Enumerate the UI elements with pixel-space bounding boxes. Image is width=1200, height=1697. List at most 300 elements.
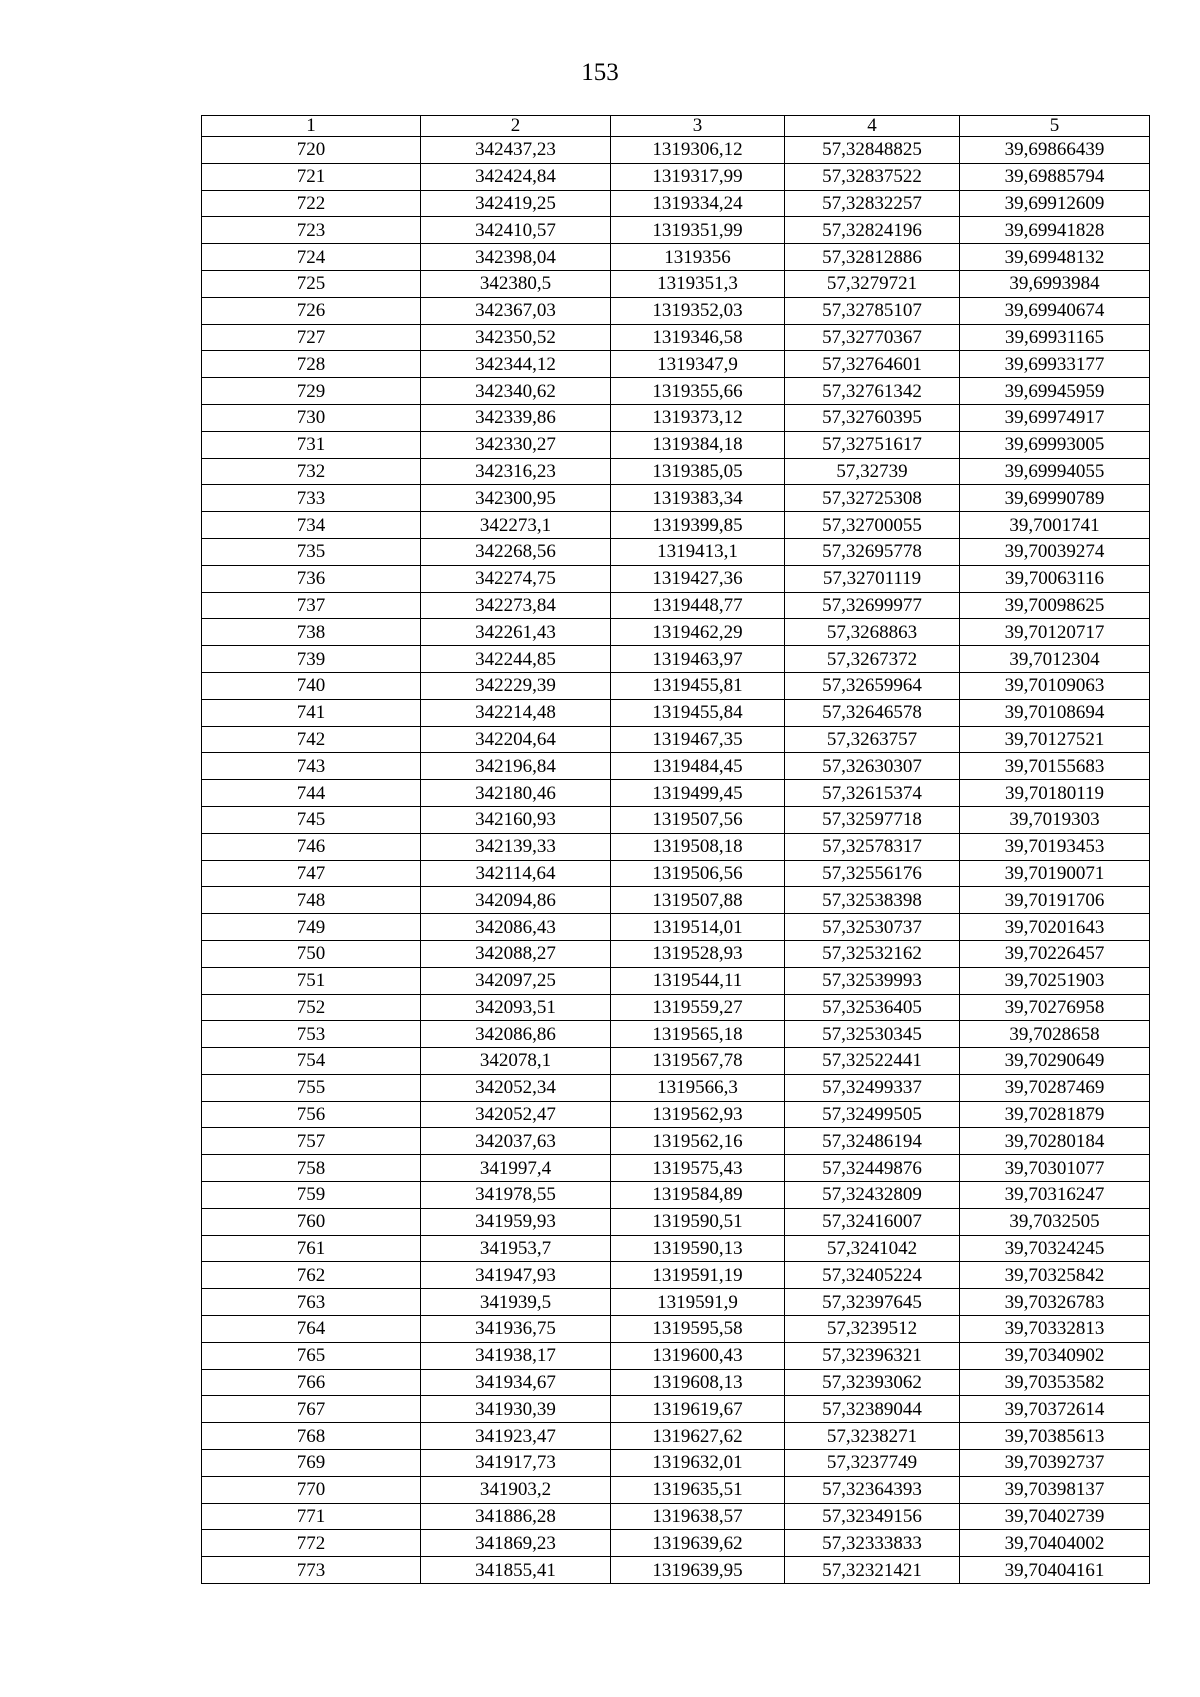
x-coordinate-cell: 342419,25 [421, 190, 611, 217]
longitude-cell: 39,69866439 [960, 137, 1150, 164]
x-coordinate-cell: 342086,86 [421, 1021, 611, 1048]
x-coordinate-cell: 342244,85 [421, 646, 611, 673]
longitude-cell: 39,70109063 [960, 672, 1150, 699]
x-coordinate-cell: 342088,27 [421, 940, 611, 967]
table-row [202, 1262, 1150, 1289]
y-coordinate-cell: 1319544,11 [611, 967, 785, 994]
x-coordinate-cell: 342078,1 [421, 1048, 611, 1075]
table-row [202, 619, 1150, 646]
x-coordinate-cell: 342229,39 [421, 672, 611, 699]
y-coordinate-cell: 1319448,77 [611, 592, 785, 619]
x-coordinate-cell: 341953,7 [421, 1235, 611, 1262]
longitude-cell: 39,70316247 [960, 1182, 1150, 1209]
longitude-cell: 39,69933177 [960, 351, 1150, 378]
point-number-cell: 773 [202, 1557, 421, 1584]
table-row [202, 565, 1150, 592]
point-number-cell: 765 [202, 1342, 421, 1369]
y-coordinate-cell: 1319639,95 [611, 1557, 785, 1584]
longitude-cell: 39,70404161 [960, 1557, 1150, 1584]
longitude-cell: 39,70120717 [960, 619, 1150, 646]
table-row [202, 1396, 1150, 1423]
y-coordinate-cell: 1319373,12 [611, 404, 785, 431]
x-coordinate-cell: 342093,51 [421, 994, 611, 1021]
table-row [202, 753, 1150, 780]
point-number-cell: 766 [202, 1369, 421, 1396]
longitude-cell: 39,7032505 [960, 1208, 1150, 1235]
x-coordinate-cell: 342274,75 [421, 565, 611, 592]
y-coordinate-cell: 1319600,43 [611, 1342, 785, 1369]
y-coordinate-cell: 1319499,45 [611, 780, 785, 807]
x-coordinate-cell: 341886,28 [421, 1503, 611, 1530]
table-row [202, 887, 1150, 914]
point-number-cell: 736 [202, 565, 421, 592]
latitude-cell: 57,32393062 [785, 1369, 960, 1396]
y-coordinate-cell: 1319484,45 [611, 753, 785, 780]
longitude-cell: 39,69941828 [960, 217, 1150, 244]
longitude-cell: 39,69993005 [960, 431, 1150, 458]
longitude-cell: 39,69990789 [960, 485, 1150, 512]
table-row [202, 967, 1150, 994]
column-header: 1 [202, 116, 421, 137]
x-coordinate-cell: 342052,47 [421, 1101, 611, 1128]
latitude-cell: 57,3239512 [785, 1316, 960, 1343]
table-row [202, 163, 1150, 190]
point-number-cell: 729 [202, 378, 421, 405]
table-row [202, 1021, 1150, 1048]
latitude-cell: 57,32848825 [785, 137, 960, 164]
latitude-cell: 57,32646578 [785, 699, 960, 726]
point-number-cell: 735 [202, 538, 421, 565]
longitude-cell: 39,7019303 [960, 806, 1150, 833]
x-coordinate-cell: 341978,55 [421, 1182, 611, 1209]
latitude-cell: 57,32837522 [785, 163, 960, 190]
y-coordinate-cell: 1319608,13 [611, 1369, 785, 1396]
x-coordinate-cell: 342261,43 [421, 619, 611, 646]
point-number-cell: 744 [202, 780, 421, 807]
x-coordinate-cell: 342344,12 [421, 351, 611, 378]
x-coordinate-cell: 341855,41 [421, 1557, 611, 1584]
latitude-cell: 57,32760395 [785, 404, 960, 431]
y-coordinate-cell: 1319562,93 [611, 1101, 785, 1128]
y-coordinate-cell: 1319595,58 [611, 1316, 785, 1343]
longitude-cell: 39,70385613 [960, 1423, 1150, 1450]
y-coordinate-cell: 1319635,51 [611, 1476, 785, 1503]
point-number-cell: 755 [202, 1074, 421, 1101]
point-number-cell: 763 [202, 1289, 421, 1316]
point-number-cell: 742 [202, 726, 421, 753]
longitude-cell: 39,70191706 [960, 887, 1150, 914]
longitude-cell: 39,70290649 [960, 1048, 1150, 1075]
latitude-cell: 57,32364393 [785, 1476, 960, 1503]
table-row [202, 1342, 1150, 1369]
table-row [202, 538, 1150, 565]
latitude-cell: 57,32824196 [785, 217, 960, 244]
point-number-cell: 752 [202, 994, 421, 1021]
point-number-cell: 739 [202, 646, 421, 673]
latitude-cell: 57,32333833 [785, 1530, 960, 1557]
longitude-cell: 39,70251903 [960, 967, 1150, 994]
x-coordinate-cell: 342037,63 [421, 1128, 611, 1155]
latitude-cell: 57,3238271 [785, 1423, 960, 1450]
latitude-cell: 57,32739 [785, 458, 960, 485]
x-coordinate-cell: 341997,4 [421, 1155, 611, 1182]
point-number-cell: 768 [202, 1423, 421, 1450]
table-row [202, 1557, 1150, 1584]
table-row [202, 592, 1150, 619]
latitude-cell: 57,32449876 [785, 1155, 960, 1182]
table-row [202, 297, 1150, 324]
x-coordinate-cell: 342424,84 [421, 163, 611, 190]
y-coordinate-cell: 1319528,93 [611, 940, 785, 967]
point-number-cell: 722 [202, 190, 421, 217]
y-coordinate-cell: 1319384,18 [611, 431, 785, 458]
table-row [202, 833, 1150, 860]
latitude-cell: 57,3279721 [785, 270, 960, 297]
table-row [202, 244, 1150, 271]
longitude-cell: 39,69940674 [960, 297, 1150, 324]
longitude-cell: 39,69945959 [960, 378, 1150, 405]
longitude-cell: 39,70063116 [960, 565, 1150, 592]
longitude-cell: 39,7001741 [960, 512, 1150, 539]
longitude-cell: 39,70180119 [960, 780, 1150, 807]
x-coordinate-cell: 342410,57 [421, 217, 611, 244]
point-number-cell: 771 [202, 1503, 421, 1530]
x-coordinate-cell: 341917,73 [421, 1450, 611, 1477]
y-coordinate-cell: 1319590,51 [611, 1208, 785, 1235]
x-coordinate-cell: 342097,25 [421, 967, 611, 994]
x-coordinate-cell: 342316,23 [421, 458, 611, 485]
y-coordinate-cell: 1319399,85 [611, 512, 785, 539]
longitude-cell: 39,69948132 [960, 244, 1150, 271]
latitude-cell: 57,32389044 [785, 1396, 960, 1423]
longitude-cell: 39,7028658 [960, 1021, 1150, 1048]
point-number-cell: 731 [202, 431, 421, 458]
point-number-cell: 738 [202, 619, 421, 646]
y-coordinate-cell: 1319334,24 [611, 190, 785, 217]
header-row [202, 116, 1150, 137]
x-coordinate-cell: 341930,39 [421, 1396, 611, 1423]
table-row [202, 699, 1150, 726]
point-number-cell: 748 [202, 887, 421, 914]
point-number-cell: 740 [202, 672, 421, 699]
y-coordinate-cell: 1319591,19 [611, 1262, 785, 1289]
y-coordinate-cell: 1319590,13 [611, 1235, 785, 1262]
table-row [202, 994, 1150, 1021]
longitude-cell: 39,70353582 [960, 1369, 1150, 1396]
table-row [202, 351, 1150, 378]
table-row [202, 512, 1150, 539]
point-number-cell: 759 [202, 1182, 421, 1209]
point-number-cell: 741 [202, 699, 421, 726]
point-number-cell: 767 [202, 1396, 421, 1423]
y-coordinate-cell: 1319632,01 [611, 1450, 785, 1477]
y-coordinate-cell: 1319562,16 [611, 1128, 785, 1155]
table-row [202, 378, 1150, 405]
point-number-cell: 733 [202, 485, 421, 512]
point-number-cell: 723 [202, 217, 421, 244]
point-number-cell: 730 [202, 404, 421, 431]
latitude-cell: 57,32396321 [785, 1342, 960, 1369]
y-coordinate-cell: 1319356 [611, 244, 785, 271]
point-number-cell: 747 [202, 860, 421, 887]
x-coordinate-cell: 342273,1 [421, 512, 611, 539]
longitude-cell: 39,70301077 [960, 1155, 1150, 1182]
y-coordinate-cell: 1319317,99 [611, 163, 785, 190]
latitude-cell: 57,32499505 [785, 1101, 960, 1128]
point-number-cell: 728 [202, 351, 421, 378]
longitude-cell: 39,70332813 [960, 1316, 1150, 1343]
x-coordinate-cell: 342204,64 [421, 726, 611, 753]
longitude-cell: 39,70281879 [960, 1101, 1150, 1128]
longitude-cell: 39,70326783 [960, 1289, 1150, 1316]
table-row [202, 404, 1150, 431]
latitude-cell: 57,32405224 [785, 1262, 960, 1289]
table-header [202, 116, 1150, 137]
y-coordinate-cell: 1319413,1 [611, 538, 785, 565]
latitude-cell: 57,32725308 [785, 485, 960, 512]
y-coordinate-cell: 1319566,3 [611, 1074, 785, 1101]
point-number-cell: 720 [202, 137, 421, 164]
y-coordinate-cell: 1319347,9 [611, 351, 785, 378]
table-row [202, 1128, 1150, 1155]
table-row [202, 1101, 1150, 1128]
latitude-cell: 57,32321421 [785, 1557, 960, 1584]
longitude-cell: 39,70398137 [960, 1476, 1150, 1503]
point-number-cell: 743 [202, 753, 421, 780]
table-row [202, 1074, 1150, 1101]
latitude-cell: 57,3237749 [785, 1450, 960, 1477]
point-number-cell: 732 [202, 458, 421, 485]
y-coordinate-cell: 1319627,62 [611, 1423, 785, 1450]
coordinates-table [201, 115, 1150, 1584]
table-row [202, 217, 1150, 244]
point-number-cell: 761 [202, 1235, 421, 1262]
longitude-cell: 39,70201643 [960, 914, 1150, 941]
point-number-cell: 737 [202, 592, 421, 619]
latitude-cell: 57,32597718 [785, 806, 960, 833]
latitude-cell: 57,32812886 [785, 244, 960, 271]
x-coordinate-cell: 341934,67 [421, 1369, 611, 1396]
table-row [202, 940, 1150, 967]
table-row [202, 1155, 1150, 1182]
y-coordinate-cell: 1319559,27 [611, 994, 785, 1021]
latitude-cell: 57,32770367 [785, 324, 960, 351]
table-row [202, 485, 1150, 512]
y-coordinate-cell: 1319383,34 [611, 485, 785, 512]
latitude-cell: 57,32659964 [785, 672, 960, 699]
x-coordinate-cell: 341939,5 [421, 1289, 611, 1316]
point-number-cell: 770 [202, 1476, 421, 1503]
column-header: 5 [960, 116, 1150, 137]
point-number-cell: 725 [202, 270, 421, 297]
x-coordinate-cell: 341959,93 [421, 1208, 611, 1235]
latitude-cell: 57,32630307 [785, 753, 960, 780]
y-coordinate-cell: 1319352,03 [611, 297, 785, 324]
longitude-cell: 39,70287469 [960, 1074, 1150, 1101]
x-coordinate-cell: 342330,27 [421, 431, 611, 458]
table-row [202, 1369, 1150, 1396]
longitude-cell: 39,69994055 [960, 458, 1150, 485]
latitude-cell: 57,3268863 [785, 619, 960, 646]
longitude-cell: 39,69974917 [960, 404, 1150, 431]
x-coordinate-cell: 342339,86 [421, 404, 611, 431]
latitude-cell: 57,32416007 [785, 1208, 960, 1235]
longitude-cell: 39,70340902 [960, 1342, 1150, 1369]
longitude-cell: 39,70098625 [960, 592, 1150, 619]
table-row [202, 1289, 1150, 1316]
y-coordinate-cell: 1319507,88 [611, 887, 785, 914]
table-body [202, 137, 1150, 1584]
latitude-cell: 57,32761342 [785, 378, 960, 405]
y-coordinate-cell: 1319427,36 [611, 565, 785, 592]
longitude-cell: 39,7012304 [960, 646, 1150, 673]
x-coordinate-cell: 342380,5 [421, 270, 611, 297]
point-number-cell: 726 [202, 297, 421, 324]
point-number-cell: 758 [202, 1155, 421, 1182]
x-coordinate-cell: 342350,52 [421, 324, 611, 351]
page-number: 153 [581, 59, 619, 86]
latitude-cell: 57,32751617 [785, 431, 960, 458]
table-row [202, 646, 1150, 673]
x-coordinate-cell: 342052,34 [421, 1074, 611, 1101]
x-coordinate-cell: 342196,84 [421, 753, 611, 780]
longitude-cell: 39,70280184 [960, 1128, 1150, 1155]
latitude-cell: 57,3241042 [785, 1235, 960, 1262]
point-number-cell: 760 [202, 1208, 421, 1235]
latitude-cell: 57,32785107 [785, 297, 960, 324]
y-coordinate-cell: 1319591,9 [611, 1289, 785, 1316]
latitude-cell: 57,3267372 [785, 646, 960, 673]
table-row [202, 672, 1150, 699]
y-coordinate-cell: 1319306,12 [611, 137, 785, 164]
longitude-cell: 39,69912609 [960, 190, 1150, 217]
x-coordinate-cell: 342268,56 [421, 538, 611, 565]
latitude-cell: 57,32578317 [785, 833, 960, 860]
latitude-cell: 57,32432809 [785, 1182, 960, 1209]
y-coordinate-cell: 1319619,67 [611, 1396, 785, 1423]
latitude-cell: 57,32397645 [785, 1289, 960, 1316]
table-row [202, 1476, 1150, 1503]
y-coordinate-cell: 1319462,29 [611, 619, 785, 646]
point-number-cell: 734 [202, 512, 421, 539]
longitude-cell: 39,69885794 [960, 163, 1150, 190]
latitude-cell: 57,32536405 [785, 994, 960, 1021]
latitude-cell: 57,32538398 [785, 887, 960, 914]
y-coordinate-cell: 1319638,57 [611, 1503, 785, 1530]
table-row [202, 780, 1150, 807]
x-coordinate-cell: 342094,86 [421, 887, 611, 914]
latitude-cell: 57,32556176 [785, 860, 960, 887]
x-coordinate-cell: 341923,47 [421, 1423, 611, 1450]
latitude-cell: 57,32701119 [785, 565, 960, 592]
y-coordinate-cell: 1319346,58 [611, 324, 785, 351]
longitude-cell: 39,70276958 [960, 994, 1150, 1021]
x-coordinate-cell: 342300,95 [421, 485, 611, 512]
x-coordinate-cell: 342139,33 [421, 833, 611, 860]
table-row [202, 137, 1150, 164]
table-row [202, 1208, 1150, 1235]
longitude-cell: 39,70190071 [960, 860, 1150, 887]
point-number-cell: 753 [202, 1021, 421, 1048]
table-row [202, 1048, 1150, 1075]
y-coordinate-cell: 1319639,62 [611, 1530, 785, 1557]
longitude-cell: 39,70155683 [960, 753, 1150, 780]
latitude-cell: 57,32539993 [785, 967, 960, 994]
point-number-cell: 769 [202, 1450, 421, 1477]
table-row [202, 1503, 1150, 1530]
longitude-cell: 39,70402739 [960, 1503, 1150, 1530]
longitude-cell: 39,70392737 [960, 1450, 1150, 1477]
y-coordinate-cell: 1319565,18 [611, 1021, 785, 1048]
y-coordinate-cell: 1319467,35 [611, 726, 785, 753]
longitude-cell: 39,70127521 [960, 726, 1150, 753]
latitude-cell: 57,32486194 [785, 1128, 960, 1155]
table-row [202, 1182, 1150, 1209]
x-coordinate-cell: 342160,93 [421, 806, 611, 833]
table-row [202, 1235, 1150, 1262]
x-coordinate-cell: 342086,43 [421, 914, 611, 941]
latitude-cell: 57,32499337 [785, 1074, 960, 1101]
point-number-cell: 727 [202, 324, 421, 351]
latitude-cell: 57,32532162 [785, 940, 960, 967]
table-row [202, 806, 1150, 833]
table-row [202, 1450, 1150, 1477]
x-coordinate-cell: 341938,17 [421, 1342, 611, 1369]
table-row [202, 914, 1150, 941]
point-number-cell: 745 [202, 806, 421, 833]
point-number-cell: 754 [202, 1048, 421, 1075]
table-row [202, 726, 1150, 753]
point-number-cell: 746 [202, 833, 421, 860]
table-row [202, 431, 1150, 458]
point-number-cell: 751 [202, 967, 421, 994]
latitude-cell: 57,32764601 [785, 351, 960, 378]
longitude-cell: 39,70226457 [960, 940, 1150, 967]
table-row [202, 860, 1150, 887]
latitude-cell: 57,3263757 [785, 726, 960, 753]
point-number-cell: 756 [202, 1101, 421, 1128]
y-coordinate-cell: 1319355,66 [611, 378, 785, 405]
latitude-cell: 57,32832257 [785, 190, 960, 217]
latitude-cell: 57,32530737 [785, 914, 960, 941]
table-row [202, 1316, 1150, 1343]
y-coordinate-cell: 1319455,84 [611, 699, 785, 726]
longitude-cell: 39,70324245 [960, 1235, 1150, 1262]
longitude-cell: 39,70039274 [960, 538, 1150, 565]
y-coordinate-cell: 1319351,3 [611, 270, 785, 297]
point-number-cell: 762 [202, 1262, 421, 1289]
latitude-cell: 57,32530345 [785, 1021, 960, 1048]
point-number-cell: 757 [202, 1128, 421, 1155]
x-coordinate-cell: 342273,84 [421, 592, 611, 619]
x-coordinate-cell: 341947,93 [421, 1262, 611, 1289]
x-coordinate-cell: 342367,03 [421, 297, 611, 324]
longitude-cell: 39,6993984 [960, 270, 1150, 297]
y-coordinate-cell: 1319351,99 [611, 217, 785, 244]
column-header: 3 [611, 116, 785, 137]
point-number-cell: 724 [202, 244, 421, 271]
point-number-cell: 750 [202, 940, 421, 967]
x-coordinate-cell: 342180,46 [421, 780, 611, 807]
point-number-cell: 772 [202, 1530, 421, 1557]
table-row [202, 324, 1150, 351]
longitude-cell: 39,70404002 [960, 1530, 1150, 1557]
y-coordinate-cell: 1319463,97 [611, 646, 785, 673]
longitude-cell: 39,70372614 [960, 1396, 1150, 1423]
x-coordinate-cell: 342114,64 [421, 860, 611, 887]
y-coordinate-cell: 1319584,89 [611, 1182, 785, 1209]
column-header: 2 [421, 116, 611, 137]
